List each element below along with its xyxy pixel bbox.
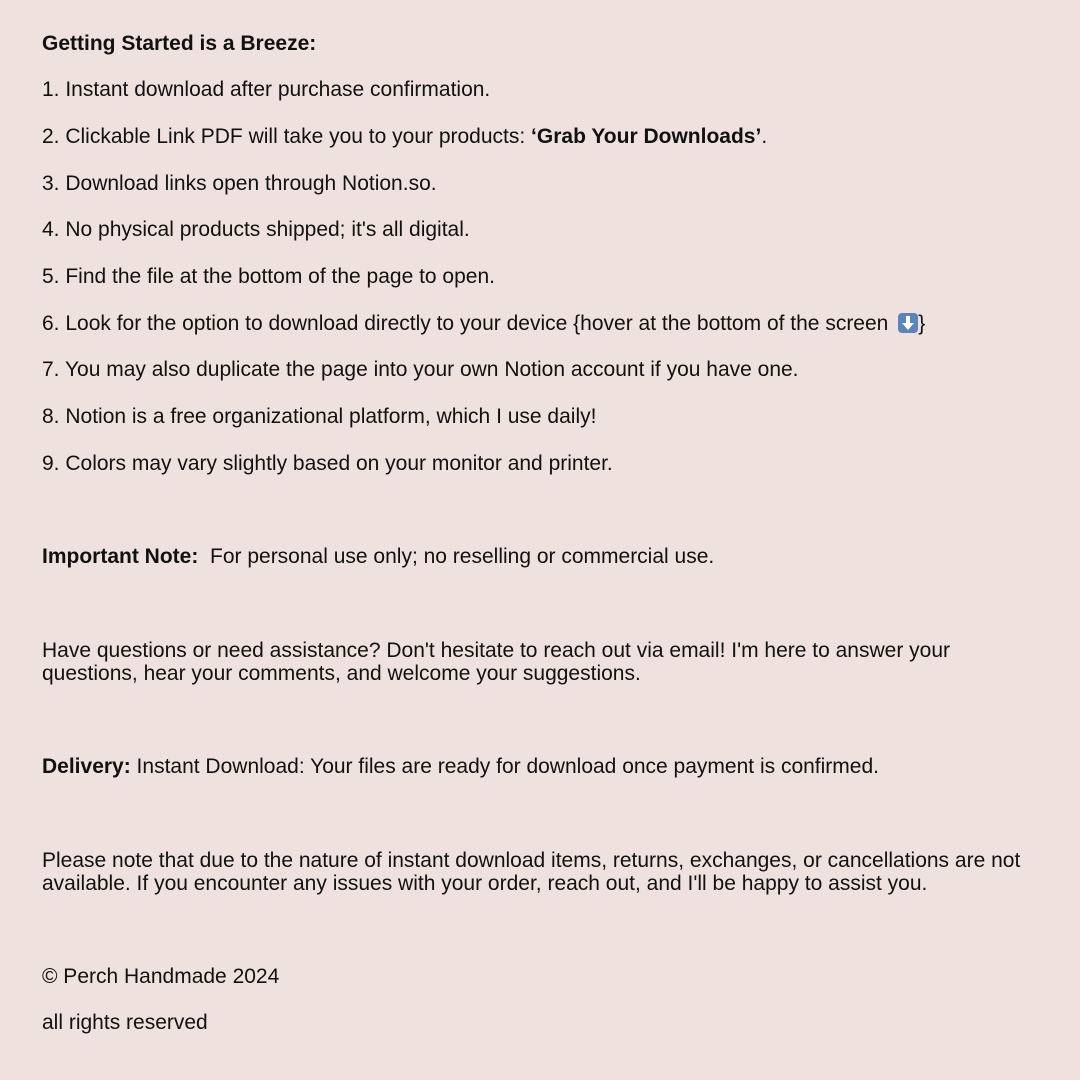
step-2 (42, 125, 1040, 148)
returns-paragraph: Please note that due to the nature of instant download items, returns, exchanges, or cancellations are not available. If you encounter any issues with your order, reach out, and I'll be happy to assist you. (42, 849, 1021, 895)
step-8: 8. Notion is a free organizational platform, which I use daily! (42, 405, 597, 428)
step-2-period: . (761, 125, 768, 148)
down-arrow-icon (898, 313, 918, 333)
step-6-text: 6. Look for the option to download directly to your device {hover at the bottom of the screen (42, 312, 895, 335)
rights-reserved: all rights reserved (42, 1011, 208, 1034)
important-note-text: For personal use only; no reselling or commercial use. (198, 545, 715, 568)
step-6-close-brace: } (918, 312, 926, 335)
step-6 (42, 312, 1040, 335)
step-7: 7. You may also duplicate the page into your own Notion account if you have one. (42, 358, 799, 381)
important-note-label: Important Note: (42, 545, 199, 568)
step-1: 1. Instant download after purchase confirmation. (42, 78, 491, 101)
step-3: 3. Download links open through Notion.so. (42, 172, 437, 195)
copyright: © Perch Handmade 2024 (42, 965, 280, 988)
step-2-text: 2. Clickable Link PDF will take you to your products: (42, 125, 532, 148)
step-9: 9. Colors may vary slightly based on your monitor and printer. (42, 452, 613, 475)
getting-started-heading: Getting Started is a Breeze: (42, 32, 317, 55)
step-4: 4. No physical products shipped; it's all digital. (42, 218, 470, 241)
delivery-label: Delivery: (42, 755, 131, 778)
questions-paragraph: Have questions or need assistance? Don't hesitate to reach out via email! I'm here to answer your questions, hear your comments, and welcome your suggestions. (42, 639, 951, 685)
important-note (42, 545, 1040, 568)
step-5: 5. Find the file at the bottom of the page to open. (42, 265, 495, 288)
delivery-text: Instant Download: Your files are ready for download once payment is confirmed. (130, 755, 879, 778)
delivery-line (42, 755, 1040, 778)
grab-downloads-link-text: ‘Grab Your Downloads’ (531, 125, 762, 148)
